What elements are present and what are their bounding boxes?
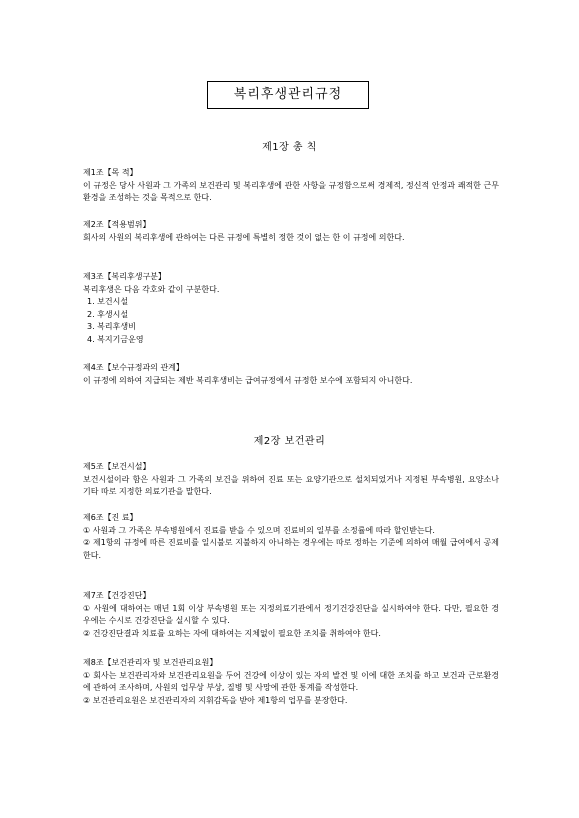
article-7-heading: 제7조【건강진단】 <box>83 591 151 600</box>
document-title: 복리후생관리규정 <box>207 81 369 109</box>
article-2 <box>83 219 499 244</box>
article-3-item-4: 4. 복지기금운영 <box>87 334 144 344</box>
article-1 <box>83 167 499 205</box>
article-3 <box>83 271 499 347</box>
article-7 <box>83 590 499 640</box>
article-2-body: 회사의 사원의 복리후생에 관하여는 다른 규정에 특별히 정한 것이 없는 한 이 규정에 의한다. <box>83 232 405 242</box>
article-1-body: 이 규정은 당사 사원과 그 가족의 보건관리 및 복리후생에 관한 사항을 규정함으로써 경제적, 정신적 안정과 쾌적한 근무환경을 조성하는 것을 목적으로 한다. <box>83 180 499 203</box>
article-7-paragraph-1: ① 사원에 대하여는 매년 1회 이상 부속병원 또는 지정의료기관에서 정기건강진단을 실시하여야 한다. 다만, 필요한 경우에는 수시로 건강진단을 실시할 수 있다. <box>83 603 499 626</box>
article-8-paragraph-2: ② 보건관리요원은 보건관리자의 지휘감독을 받아 제1항의 업무를 분장한다. <box>83 695 348 705</box>
chapter-heading-2: 제2장 보건관리 <box>253 436 326 447</box>
article-6 <box>83 512 499 562</box>
article-6-paragraph-2: ② 제1항의 규정에 따른 진료비를 일시불로 지불하지 아니하는 경우에는 따로 정하는 기준에 의하여 매월 급여에서 공제한다. <box>83 538 499 560</box>
article-7-paragraph-2: ② 건강진단결과 치료를 요하는 자에 대하여는 지체없이 필요한 조치를 취하여야 한다. <box>83 628 381 638</box>
article-8 <box>83 657 499 707</box>
article-3-item-2: 2. 후생시설 <box>87 309 129 319</box>
article-3-item-3: 3. 복리후생비 <box>87 322 136 332</box>
article-8-paragraph-1: ① 회사는 보건관리자와 보건관리요원을 두어 건강에 이상이 있는 자의 발견 및 이에 대한 조치를 하고 보건과 근로환경에 관하여 조사하며, 사원의 업무상 부상, 질병 및 사망에 관한 통계를 작성한다. <box>83 670 499 693</box>
article-6-paragraph-1: ① 사원과 그 가족은 부속병원에서 진료를 받을 수 있으며 진료비의 일부를 소정률에 따라 할인받는다. <box>83 525 435 535</box>
article-3-body: 복리후생은 다음 각호와 같이 구분한다. <box>83 284 220 294</box>
article-1-heading: 제1조【목 적】 <box>83 168 138 177</box>
article-5-heading: 제5조【보건시설】 <box>83 462 151 471</box>
article-5-body: 보건시설이라 함은 사원과 그 가족의 보건을 위하여 진료 또는 요양기관으로 설치되었거나 지정된 부속병원, 요양소나 기타 따로 지정한 의료기관을 말한다. <box>83 474 499 497</box>
article-4-heading: 제4조【보수규정과의 관계】 <box>83 363 184 372</box>
article-3-heading: 제3조【복리후생구분】 <box>83 272 166 281</box>
article-5 <box>83 461 499 499</box>
article-4 <box>83 362 499 387</box>
chapter-heading-1: 제1장 총 칙 <box>262 142 317 153</box>
article-3-item-1: 1. 보건시설 <box>87 297 129 307</box>
article-6-heading: 제6조【진 료】 <box>83 513 138 522</box>
article-2-heading: 제2조【적용범위】 <box>83 220 151 229</box>
article-4-body: 이 규정에 의하여 지급되는 제반 복리후생비는 급여규정에서 규정한 보수에 포함되지 아니한다. <box>83 375 413 385</box>
article-8-heading: 제8조【보건관리자 및 보건관리요원】 <box>83 658 218 667</box>
